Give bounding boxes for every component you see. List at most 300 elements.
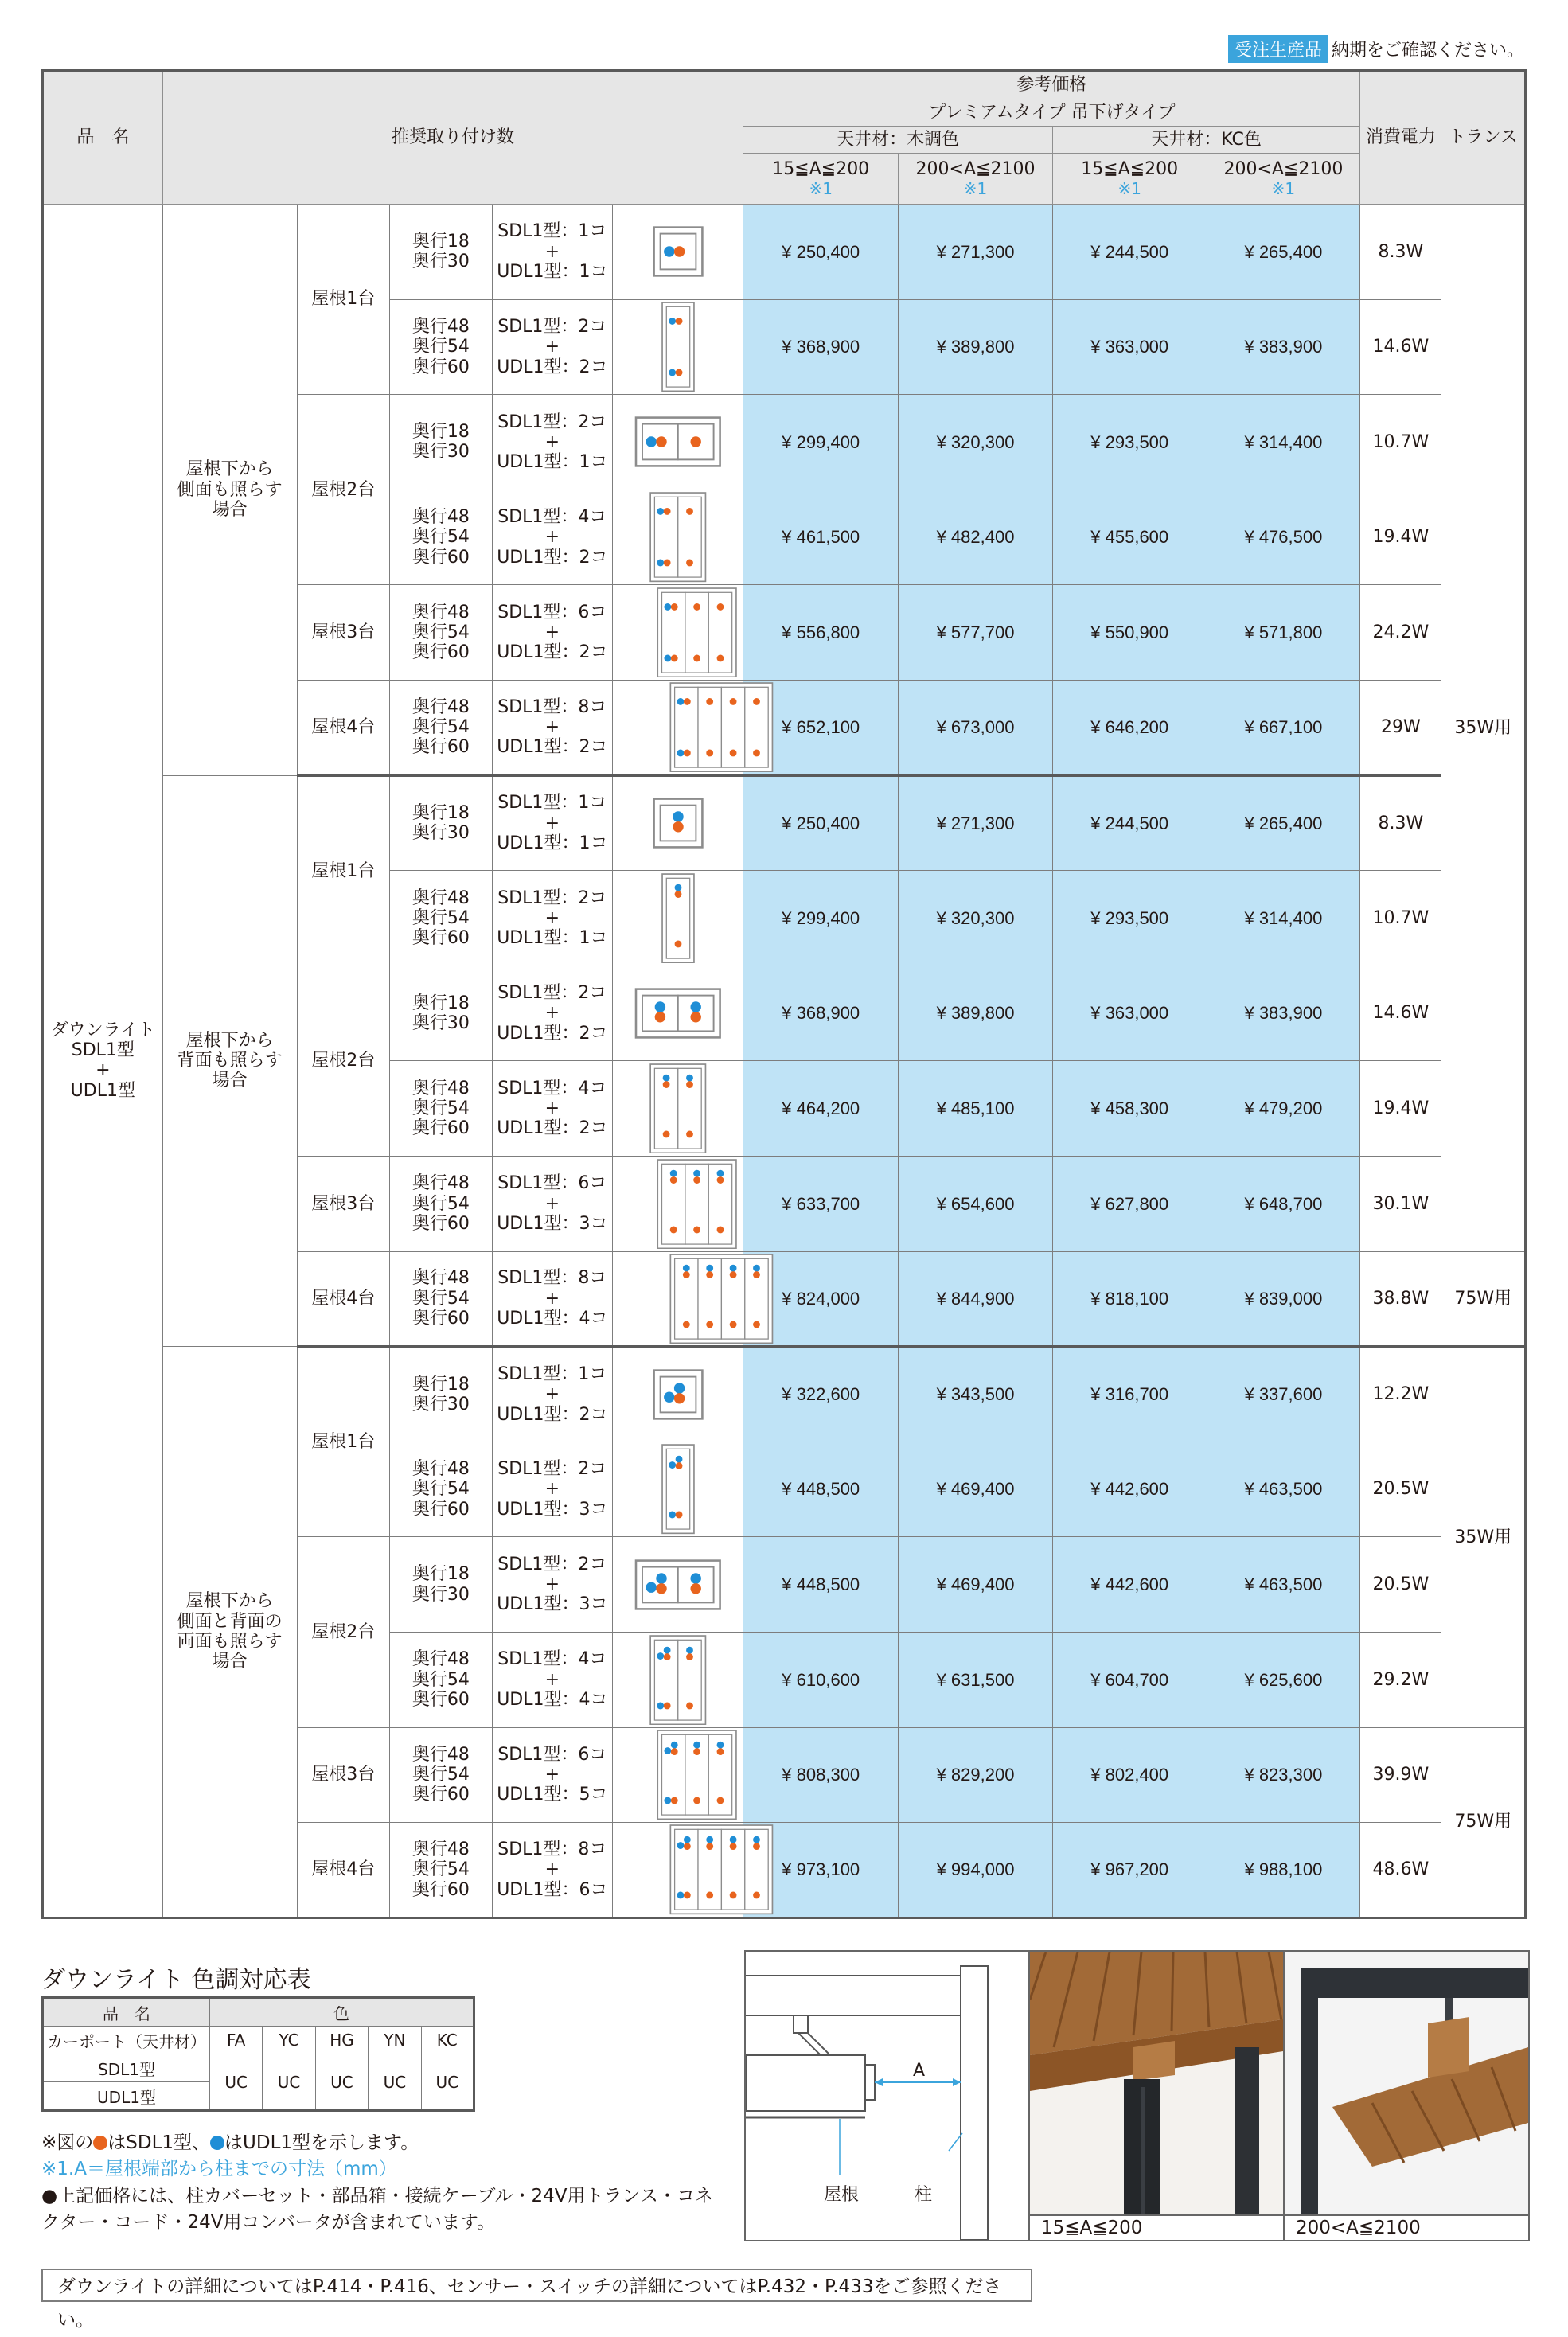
price-cell: ¥ 604,700 [1052, 1632, 1207, 1727]
sdl-light-dot [716, 1797, 724, 1804]
table-row [43, 1347, 1526, 1442]
sdl-light-dot [706, 750, 713, 757]
roof-count-cell: 屋根1台 [297, 205, 389, 395]
price-cell: ¥ 363,000 [1052, 966, 1207, 1061]
udl-light-dot [669, 1169, 677, 1176]
photo1-caption: 15≦A≦200 [1030, 2214, 1283, 2240]
layout-diagram [643, 1444, 713, 1534]
carport-dimension-svg [746, 1952, 1042, 2240]
udl-light-dot [663, 1646, 670, 1653]
udl-light-dot [664, 1391, 674, 1402]
sdl-light-dot [684, 1892, 691, 1899]
udl-light-dot [716, 1742, 724, 1749]
diagram-cell [612, 1632, 743, 1727]
udl-light-dot [664, 655, 671, 662]
roof-count-cell: 屋根4台 [297, 1823, 389, 1918]
udl-light-dot [657, 508, 664, 515]
price-cell: ¥ 250,400 [743, 775, 899, 871]
udl-light-dot [684, 1836, 691, 1843]
power-cell: 29W [1360, 680, 1441, 775]
depth-cell: 奥行48 奥行54 奥行60 [389, 871, 492, 966]
price-cell: ¥ 818,100 [1052, 1251, 1207, 1347]
sdl-light-dot [729, 1892, 736, 1899]
price-cell: ¥ 455,600 [1052, 490, 1207, 585]
photo-short-range [1028, 1950, 1285, 2241]
udl-light-dot [677, 698, 684, 705]
recommended-header: 推奨取り付け数 [162, 71, 743, 205]
sdl-light-dot [675, 318, 682, 325]
color-table-title: ダウンライト 色調対応表 [41, 1966, 311, 1994]
power-cell: 8.3W [1360, 775, 1441, 871]
sdl-light-dot [716, 655, 724, 662]
sdl-light-dot [693, 603, 700, 611]
price-cell: ¥ 464,200 [743, 1061, 899, 1157]
quantity-cell: SDL1型：2コ + UDL1型：2コ [493, 299, 613, 395]
range-header: 200<A≦2100 ※1 [899, 154, 1053, 205]
udl-light-dot [664, 247, 674, 257]
udl-light-dot [686, 1646, 693, 1653]
price-cell: ¥ 461,500 [743, 490, 899, 585]
diagram-cell [612, 585, 743, 681]
orange-dot-icon [93, 2136, 107, 2150]
depth-cell: 奥行48 奥行54 奥行60 [389, 490, 492, 585]
sdl-light-dot [683, 1321, 690, 1328]
price-cell: ¥ 463,500 [1207, 1442, 1360, 1537]
quantity-cell: SDL1型：6コ + UDL1型：2コ [493, 585, 613, 681]
sdl-light-dot [671, 655, 678, 662]
price-cell: ¥ 839,000 [1207, 1251, 1360, 1347]
layout-diagram [618, 1063, 738, 1153]
price-cell: ¥ 802,400 [1052, 1727, 1207, 1823]
trans-cell: 35W用 [1441, 205, 1526, 1252]
quantity-cell: SDL1型：2コ + UDL1型：3コ [493, 1537, 613, 1633]
ref-price-header: 参考価格 [743, 71, 1360, 99]
sdl-light-dot [669, 1176, 677, 1184]
sdl-light-dot [684, 698, 691, 705]
power-cell: 30.1W [1360, 1156, 1441, 1251]
group-cell: 屋根下から 背面も照らす 場合 [162, 775, 297, 1347]
sdl-light-dot [690, 437, 700, 447]
udl-light-dot [662, 1075, 669, 1082]
reference-note: ダウンライトの詳細についてはP.414・P.416、センサー・スイッチの詳細についてはP.432・P.433をご参照ください。 [41, 2269, 1032, 2302]
power-cell: 20.5W [1360, 1537, 1441, 1633]
price-cell: ¥ 442,600 [1052, 1442, 1207, 1537]
power-cell: 14.6W [1360, 299, 1441, 395]
sdl-light-dot [693, 1226, 700, 1233]
price-cell: ¥ 967,200 [1052, 1823, 1207, 1918]
uc-code: UC [369, 2054, 421, 2111]
power-cell: 38.8W [1360, 1251, 1441, 1347]
color-code: YC [263, 2027, 315, 2054]
quantity-cell: SDL1型：8コ + UDL1型：6コ [493, 1823, 613, 1918]
sdl-light-dot [729, 750, 736, 757]
quantity-cell: SDL1型：4コ + UDL1型：2コ [493, 490, 613, 585]
power-cell: 8.3W [1360, 205, 1441, 300]
sdl-light-dot [673, 1393, 684, 1403]
sdl-light-dot [674, 891, 681, 898]
roof-count-cell: 屋根4台 [297, 1251, 389, 1347]
sdl-light-dot [669, 1226, 677, 1233]
sdl-light-dot [753, 1321, 760, 1328]
sdl-light-dot [686, 508, 693, 515]
udl-light-dot [690, 1573, 700, 1583]
price-cell: ¥ 550,900 [1052, 585, 1207, 681]
diagram-cell [612, 871, 743, 966]
quantity-cell: SDL1型：2コ + UDL1型：2コ [493, 966, 613, 1061]
power-cell: 20.5W [1360, 1442, 1441, 1537]
sdl-light-dot [684, 1843, 691, 1850]
price-cell: ¥ 244,500 [1052, 205, 1207, 300]
price-cell: ¥ 973,100 [743, 1823, 899, 1918]
sdl-light-dot [729, 698, 736, 705]
price-cell: ¥ 314,400 [1207, 871, 1360, 966]
price-cell: ¥ 299,400 [743, 871, 899, 966]
price-table [41, 69, 1527, 1919]
price-cell: ¥ 383,900 [1207, 966, 1360, 1061]
roof-count-cell: 屋根1台 [297, 775, 389, 966]
power-cell: 10.7W [1360, 871, 1441, 966]
price-cell: ¥ 844,900 [899, 1251, 1053, 1347]
price-cell: ¥ 320,300 [899, 395, 1053, 490]
sdl-light-dot [706, 1271, 713, 1278]
trans-header: トランス [1441, 71, 1526, 205]
roof-count-cell: 屋根3台 [297, 1727, 389, 1823]
sdl-light-dot [686, 560, 693, 567]
diagram-cell [612, 1347, 743, 1442]
udl-light-dot [664, 603, 671, 611]
depth-cell: 奥行48 奥行54 奥行60 [389, 1156, 492, 1251]
price-cell: ¥ 337,600 [1207, 1347, 1360, 1442]
price-cell: ¥ 368,900 [743, 966, 899, 1061]
depth-cell: 奥行48 奥行54 奥行60 [389, 1727, 492, 1823]
sdl-light-dot [716, 1226, 724, 1233]
udl-light-dot [693, 1742, 700, 1749]
diagram-cell [612, 1537, 743, 1633]
roof-label: 屋根 [824, 2185, 860, 2205]
power-cell: 24.2W [1360, 585, 1441, 681]
sdl-light-dot [663, 508, 670, 515]
depth-cell: 奥行48 奥行54 奥行60 [389, 680, 492, 775]
sdl-light-dot [706, 698, 713, 705]
sdl-light-dot [706, 1892, 713, 1899]
depth-cell: 奥行48 奥行54 奥行60 [389, 299, 492, 395]
sdl-light-dot [675, 1462, 682, 1469]
depth-cell: 奥行48 奥行54 奥行60 [389, 1061, 492, 1157]
price-cell: ¥ 363,000 [1052, 299, 1207, 395]
udl-light-dot [669, 318, 676, 325]
made-to-order-badge: 受注生産品 [1228, 35, 1328, 63]
group-cell: 屋根下から 側面と背面の 両面も照らす 場合 [162, 1347, 297, 1918]
sdl-light-dot [671, 1797, 678, 1804]
depth-cell: 奥行18 奥行30 [389, 966, 492, 1061]
sdl-light-dot [683, 1271, 690, 1278]
udl-light-dot [677, 1892, 684, 1899]
depth-cell: 奥行18 奥行30 [389, 205, 492, 300]
udl-light-dot [673, 1383, 684, 1393]
price-cell: ¥ 571,800 [1207, 585, 1360, 681]
sdl-light-dot [753, 1271, 760, 1278]
layout-diagram [618, 492, 738, 582]
power-header: 消費電力 [1360, 71, 1441, 205]
price-cell: ¥ 389,800 [899, 299, 1053, 395]
power-cell: 19.4W [1360, 1061, 1441, 1157]
sdl-light-dot [690, 1583, 700, 1594]
udl-light-dot [664, 1797, 671, 1804]
sdl-light-dot [662, 1081, 669, 1088]
sdl-light-dot [706, 1843, 713, 1850]
price-cell: ¥ 320,300 [899, 871, 1053, 966]
carport-photo-2 [1285, 1952, 1528, 2216]
quantity-cell: SDL1型：8コ + UDL1型：4コ [493, 1251, 613, 1347]
price-cell: ¥ 383,900 [1207, 299, 1360, 395]
blue-dot-icon [210, 2136, 224, 2150]
udl-light-dot [669, 1512, 676, 1519]
price-cell: ¥ 299,400 [743, 395, 899, 490]
depth-cell: 奥行48 奥行54 奥行60 [389, 1632, 492, 1727]
diagram-cell [612, 205, 743, 300]
power-cell: 48.6W [1360, 1823, 1441, 1918]
udl-light-dot [677, 1842, 684, 1849]
group-cell: 屋根下から 側面も照らす 場合 [162, 205, 297, 776]
uc-code: UC [210, 2054, 263, 2111]
layout-diagram [618, 1559, 738, 1610]
diagram-cell [612, 1156, 743, 1251]
power-cell: 12.2W [1360, 1347, 1441, 1442]
price-cell: ¥ 271,300 [899, 775, 1053, 871]
power-cell: 39.9W [1360, 1727, 1441, 1823]
price-cell: ¥ 316,700 [1052, 1347, 1207, 1442]
quantity-cell: SDL1型：4コ + UDL1型：4コ [493, 1632, 613, 1727]
price-cell: ¥ 389,800 [899, 966, 1053, 1061]
diagram-cell [612, 1061, 743, 1157]
notes [41, 2130, 718, 2236]
sdl-light-dot [673, 821, 683, 832]
udl-light-dot [729, 1264, 736, 1271]
sdl-light-dot [674, 940, 681, 947]
price-cell: ¥ 368,900 [743, 299, 899, 395]
price-cell: ¥ 988,100 [1207, 1823, 1360, 1918]
dimension-a-label: A [913, 2061, 926, 2081]
roof-count-cell: 屋根2台 [297, 395, 389, 585]
price-cell: ¥ 482,400 [899, 490, 1053, 585]
udl-label: UDL1型 [43, 2082, 210, 2111]
price-cell: ¥ 476,500 [1207, 490, 1360, 585]
type-header: プレミアムタイプ 吊下げタイプ [743, 99, 1360, 127]
udl-light-dot [657, 560, 664, 567]
price-cell: ¥ 646,200 [1052, 680, 1207, 775]
roof-count-cell: 屋根4台 [297, 680, 389, 775]
udl-light-dot [671, 1742, 678, 1749]
price-cell: ¥ 823,300 [1207, 1727, 1360, 1823]
roof-count-cell: 屋根2台 [297, 966, 389, 1156]
power-cell: 14.6W [1360, 966, 1441, 1061]
price-cell: ¥ 448,500 [743, 1442, 899, 1537]
sdl-light-dot [673, 247, 684, 257]
diagram-cell [612, 966, 743, 1061]
roof-count-cell: 屋根1台 [297, 1347, 389, 1537]
table-row [43, 205, 1526, 300]
price-cell: ¥ 293,500 [1052, 871, 1207, 966]
roof-count-cell: 屋根3台 [297, 585, 389, 681]
product-cell: ダウンライト SDL1型 + UDL1型 [43, 205, 163, 1918]
price-cell: ¥ 250,400 [743, 205, 899, 300]
sdl-light-dot [693, 1176, 700, 1184]
price-cell: ¥ 448,500 [743, 1537, 899, 1633]
price-cell: ¥ 625,600 [1207, 1632, 1360, 1727]
udl-light-dot [690, 1001, 700, 1012]
photo-long-range [1283, 1950, 1530, 2241]
carport-label: カーポート（天井材） [43, 2027, 210, 2054]
price-cell: ¥ 652,100 [743, 680, 899, 775]
sdl-light-dot [716, 1176, 724, 1184]
range-header: 15≦A≦200 ※1 [743, 154, 899, 205]
udl-light-dot [657, 1652, 664, 1660]
sdl-light-dot [663, 1702, 670, 1709]
color-code: FA [210, 2027, 263, 2054]
price-cell: ¥ 627,800 [1052, 1156, 1207, 1251]
price-cell: ¥ 577,700 [899, 585, 1053, 681]
roof-count-cell: 屋根2台 [297, 1537, 389, 1727]
photo2-caption: 200<A≦2100 [1285, 2214, 1528, 2240]
notice-text: 納期をご確認ください。 [1331, 41, 1524, 60]
depth-cell: 奥行48 奥行54 奥行60 [389, 1442, 492, 1537]
udl-light-dot [646, 437, 656, 447]
price-cell: ¥ 265,400 [1207, 775, 1360, 871]
price-cell: ¥ 824,000 [743, 1251, 899, 1347]
udl-light-dot [656, 1573, 666, 1583]
diagram-cell [612, 490, 743, 585]
udl-light-dot [674, 884, 681, 891]
layout-diagram [643, 873, 713, 963]
sdl-light-dot [706, 1321, 713, 1328]
price-cell: ¥ 633,700 [743, 1156, 899, 1251]
price-cell: ¥ 442,600 [1052, 1537, 1207, 1633]
quantity-cell: SDL1型：2コ + UDL1型：3コ [493, 1442, 613, 1537]
price-cell: ¥ 314,400 [1207, 395, 1360, 490]
quantity-cell: SDL1型：4コ + UDL1型：2コ [493, 1061, 613, 1157]
ceiling-kc-header: 天井材：KC色 [1052, 127, 1359, 154]
ceiling-wood-header: 天井材：木調色 [743, 127, 1053, 154]
quantity-cell: SDL1型：6コ + UDL1型：5コ [493, 1727, 613, 1823]
udl-light-dot [669, 369, 676, 376]
sdl-light-dot [656, 437, 666, 447]
sdl-light-dot [684, 750, 691, 757]
layout-diagram [618, 1635, 738, 1725]
price-cell: ¥ 631,500 [899, 1632, 1053, 1727]
quantity-cell: SDL1型：1コ + UDL1型：2コ [493, 1347, 613, 1442]
quantity-cell: SDL1型：1コ + UDL1型：1コ [493, 775, 613, 871]
udl-light-dot [729, 1836, 736, 1843]
price-cell: ¥ 463,500 [1207, 1537, 1360, 1633]
sdl-light-dot [716, 603, 724, 611]
price-cell: ¥ 648,700 [1207, 1156, 1360, 1251]
udl-light-dot [683, 1264, 690, 1271]
sdl-light-dot [753, 1843, 760, 1850]
diagram-cell [612, 1727, 743, 1823]
carport-photo-1 [1030, 1952, 1283, 2216]
pillar-label: 柱 [915, 2185, 933, 2205]
layout-diagram [643, 226, 713, 277]
price-cell: ¥ 271,300 [899, 205, 1053, 300]
price-cell: ¥ 654,600 [899, 1156, 1053, 1251]
sdl-light-dot [686, 1653, 693, 1660]
sdl-light-dot [729, 1321, 736, 1328]
sdl-light-dot [662, 1130, 669, 1137]
sdl-light-dot [753, 698, 760, 705]
depth-cell: 奥行48 奥行54 奥行60 [389, 1251, 492, 1347]
trans-cell: 75W用 [1441, 1251, 1526, 1347]
power-cell: 19.4W [1360, 490, 1441, 585]
color-code: KC [421, 2027, 474, 2054]
layout-diagram [618, 416, 738, 467]
price-cell: ¥ 244,500 [1052, 775, 1207, 871]
power-cell: 29.2W [1360, 1632, 1441, 1727]
diagram-cell [612, 299, 743, 395]
udl-light-dot [677, 750, 684, 757]
roof-count-cell: 屋根3台 [297, 1156, 389, 1251]
sdl-light-dot [671, 1748, 678, 1755]
sdl-light-dot [753, 1892, 760, 1899]
sdl-label: SDL1型 [43, 2054, 210, 2082]
table-row [43, 775, 1526, 871]
price-cell: ¥ 293,500 [1052, 395, 1207, 490]
price-cell: ¥ 469,400 [899, 1537, 1053, 1633]
price-cell: ¥ 322,600 [743, 1347, 899, 1442]
price-cell: ¥ 994,000 [899, 1823, 1053, 1918]
sdl-light-dot [656, 1583, 666, 1594]
uc-code: UC [263, 2054, 315, 2111]
udl-light-dot [673, 812, 683, 822]
depth-cell: 奥行18 奥行30 [389, 1347, 492, 1442]
range-header: 15≦A≦200 ※1 [1052, 154, 1207, 205]
diagram-cell [612, 775, 743, 871]
udl-light-dot [706, 1836, 713, 1843]
udl-light-dot [646, 1582, 656, 1592]
sdl-light-dot [686, 1130, 693, 1137]
color-table [41, 1996, 475, 2112]
sdl-light-dot [693, 1797, 700, 1804]
layout-diagram [643, 798, 713, 849]
price-cell: ¥ 479,200 [1207, 1061, 1360, 1157]
udl-light-dot [675, 1456, 682, 1463]
udl-light-dot [693, 1169, 700, 1176]
order-notice [1228, 35, 1524, 63]
sdl-light-dot [693, 655, 700, 662]
diagram-cell [612, 1442, 743, 1537]
depth-cell: 奥行18 奥行30 [389, 395, 492, 490]
sdl-light-dot [675, 1512, 682, 1519]
diagram-cell [612, 680, 743, 775]
note-dimension: ※1.A＝屋根端部から柱までの寸法（mm） [41, 2159, 397, 2180]
price-cell: ¥ 829,200 [899, 1727, 1053, 1823]
depth-cell: 奥行18 奥行30 [389, 775, 492, 871]
udl-light-dot [654, 1001, 665, 1012]
udl-light-dot [706, 1264, 713, 1271]
sdl-light-dot [693, 1748, 700, 1755]
sdl-light-dot [686, 1081, 693, 1088]
depth-cell: 奥行48 奥行54 奥行60 [389, 585, 492, 681]
price-cell: ¥ 458,300 [1052, 1061, 1207, 1157]
price-cell: ¥ 610,600 [743, 1632, 899, 1727]
price-cell: ¥ 673,000 [899, 680, 1053, 775]
quantity-cell: SDL1型：6コ + UDL1型：3コ [493, 1156, 613, 1251]
diagram-cell [612, 1251, 743, 1347]
depth-cell: 奥行48 奥行54 奥行60 [389, 1823, 492, 1918]
range-header: 200<A≦2100 ※1 [1207, 154, 1360, 205]
udl-light-dot [716, 1169, 724, 1176]
product-name-header: 品 名 [43, 71, 163, 205]
price-cell: ¥ 667,100 [1207, 680, 1360, 775]
